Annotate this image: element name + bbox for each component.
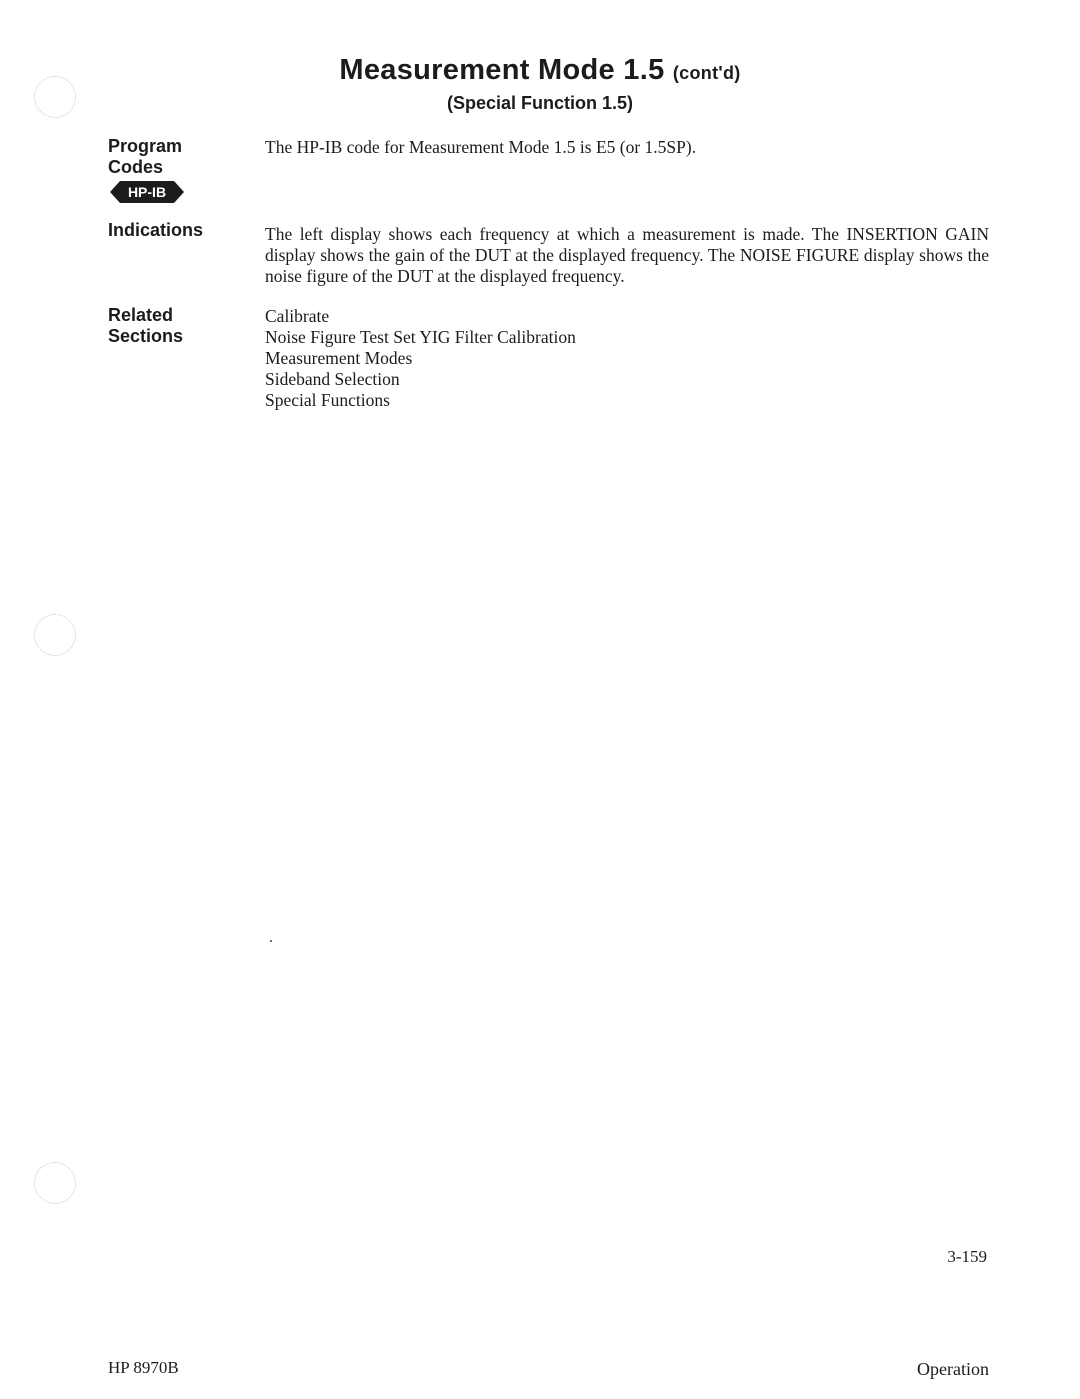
scan-speck — [270, 940, 272, 942]
program-codes-label-line1: Program — [108, 136, 183, 156]
related-section-item: Measurement Modes — [265, 348, 413, 368]
related-sections-label-line1: Related — [108, 305, 174, 325]
indications-label: Indications — [108, 220, 204, 240]
hp-ib-badge-text: HP-IB — [127, 184, 167, 200]
page-title — [0, 54, 1080, 87]
page-number: 3-159 — [947, 1247, 987, 1266]
page-title-text: Measurement Mode 1.5 — [339, 54, 665, 86]
program-codes-text: The HP-IB code for Measurement Mode 1.5 is E5 (or 1.5SP). — [265, 137, 697, 157]
related-sections-list — [265, 306, 576, 411]
indications-text: The left display shows each frequency at which a measurement is made. The INSERTION GAIN display shows the gain of the DUT at the displayed frequency. The NOISE FIGURE display shows the noise figure of the DUT at the displayed frequency. — [265, 224, 989, 286]
binder-hole — [34, 1162, 76, 1204]
related-sections-label-line2: Sections — [108, 326, 184, 346]
related-section-item: Calibrate — [265, 306, 330, 326]
page-title-suffix: (cont'd) — [672, 63, 741, 83]
related-sections-label — [108, 305, 183, 347]
binder-hole — [34, 614, 76, 656]
related-section-item: Sideband Selection — [265, 369, 400, 389]
related-section-item: Noise Figure Test Set YIG Filter Calibration — [265, 327, 576, 347]
hp-ib-badge-icon — [110, 181, 184, 203]
footer-model: HP 8970B — [108, 1358, 179, 1377]
related-section-item: Special Functions — [265, 390, 390, 410]
page-subtitle: (Special Function 1.5) — [446, 93, 634, 113]
footer-chapter: Operation — [917, 1359, 989, 1379]
program-codes-label-line2: Codes — [108, 157, 164, 177]
program-codes-label — [108, 136, 182, 178]
